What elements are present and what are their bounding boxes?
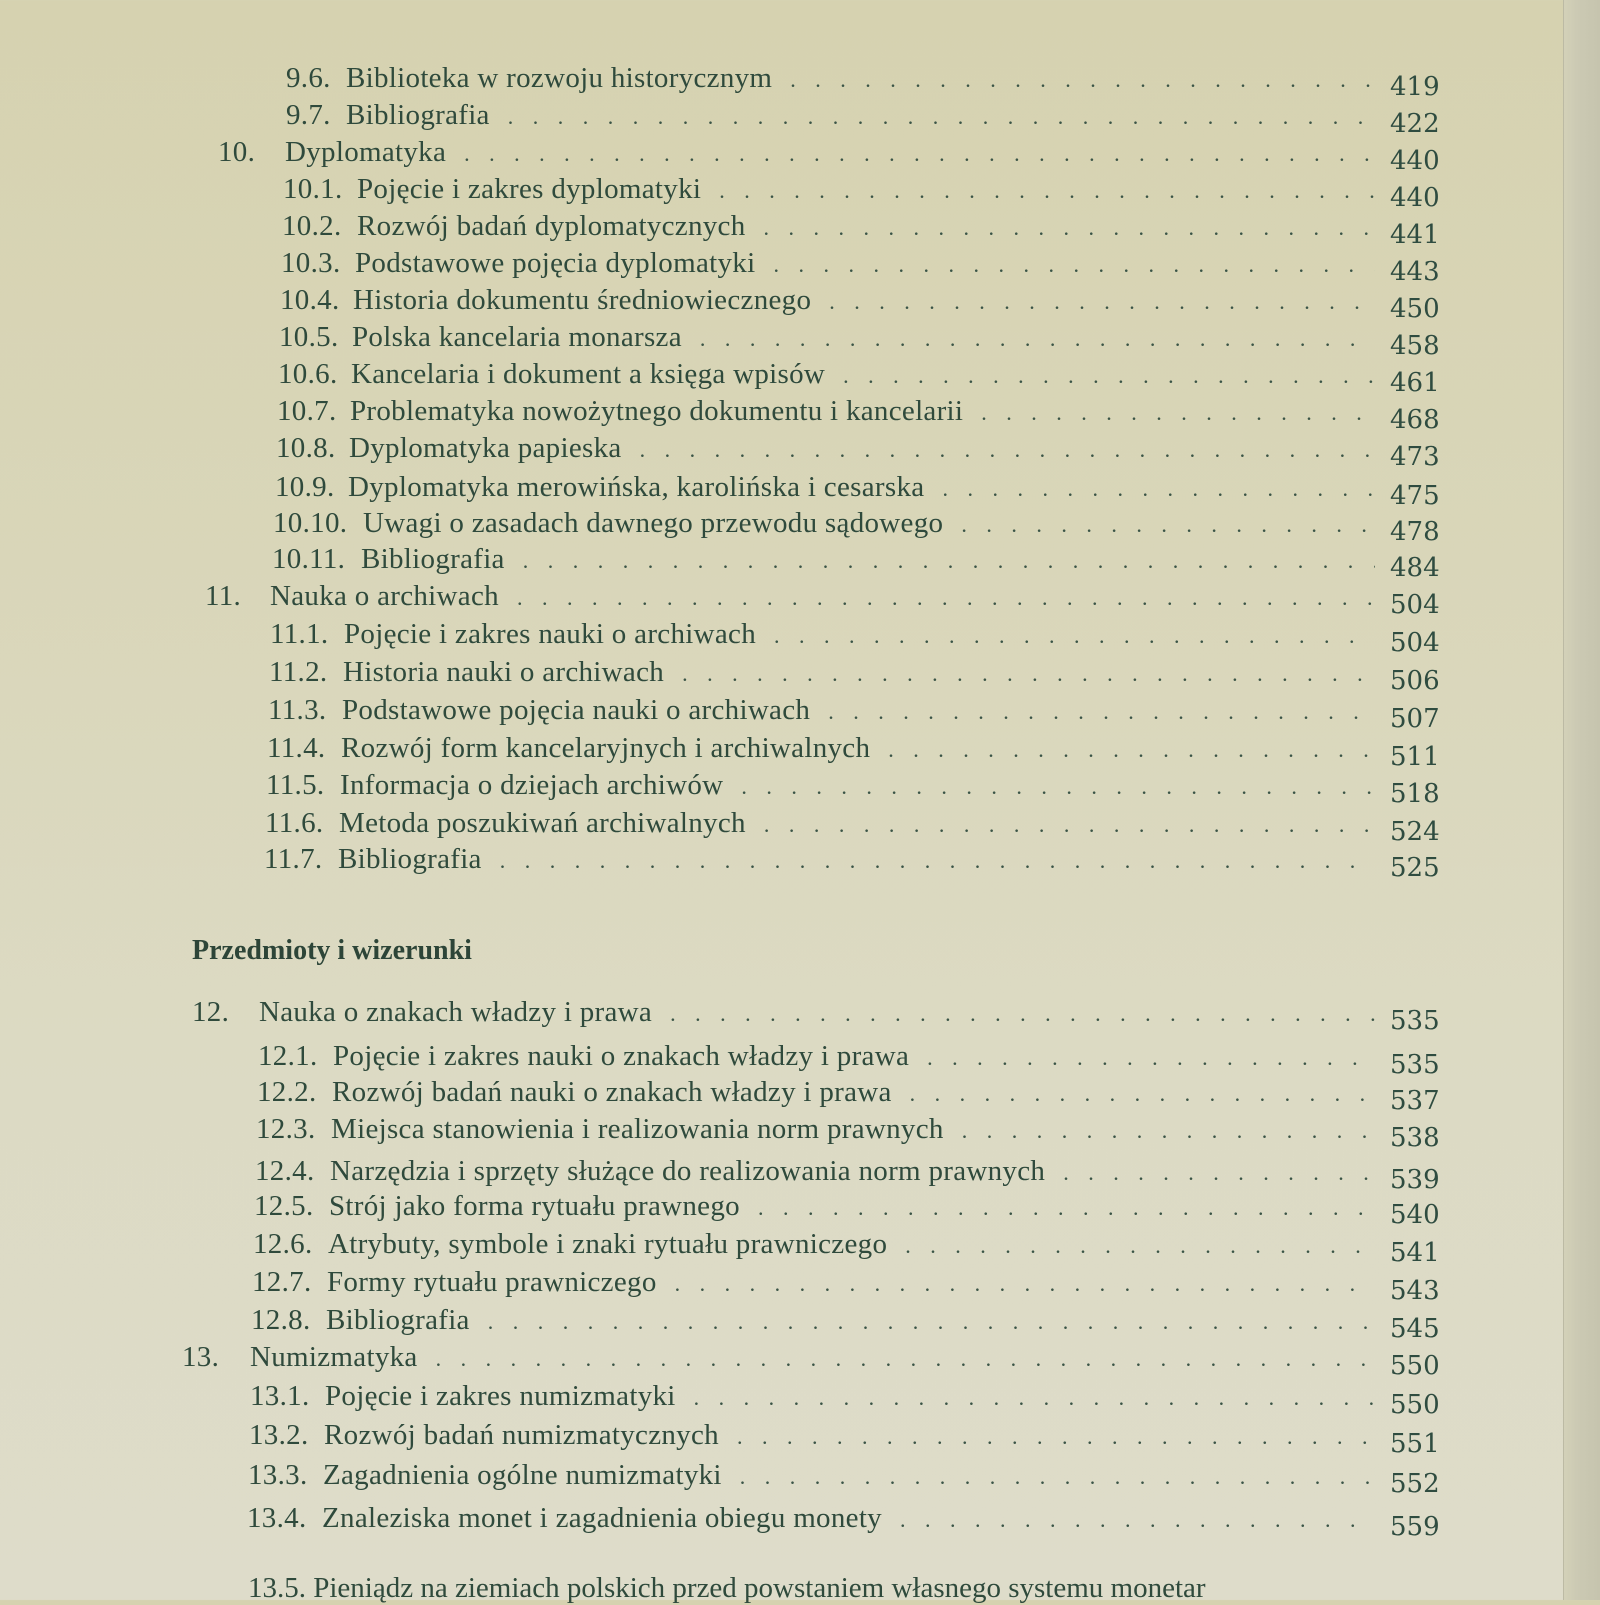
toc-entry	[286, 99, 1385, 132]
entry-title: Polska kancelaria monarsza	[352, 321, 682, 353]
entry-page-number: 545	[1390, 1314, 1440, 1344]
entry-number: 12.8.	[251, 1304, 311, 1336]
entry-page-number: 551	[1390, 1429, 1440, 1459]
toc-entry	[250, 1380, 1385, 1413]
toc-entry	[251, 1304, 1385, 1337]
dot-leader	[764, 215, 1375, 241]
toc-entry	[249, 1419, 1385, 1452]
entry-title: Znaleziska monet i zagadnienia obiegu monety	[322, 1502, 882, 1534]
entry-title: Strój jako forma rytuału prawnego	[329, 1190, 740, 1222]
toc-entry	[279, 321, 1385, 354]
entry-page-number: 535	[1390, 1050, 1440, 1080]
entry-title: Dyplomatyka papieska	[349, 432, 622, 464]
toc-entry	[283, 173, 1385, 206]
entry-title: Historia nauki o archiwach	[343, 656, 665, 688]
dot-leader	[694, 1385, 1375, 1411]
entry-title: Nauka o archiwach	[270, 580, 499, 612]
dot-leader	[790, 67, 1375, 93]
entry-page-number: 440	[1390, 183, 1440, 213]
entry-number: 13.3.	[248, 1459, 308, 1491]
dot-leader	[670, 1001, 1375, 1027]
toc-entry	[278, 358, 1385, 391]
entry-number: 10.2.	[282, 210, 342, 242]
toc-entry	[267, 732, 1385, 765]
toc-entry	[280, 284, 1385, 317]
dot-leader	[900, 1507, 1375, 1533]
entry-title: Podstawowe pojęcia nauki o archiwach	[342, 694, 811, 726]
dot-leader	[981, 400, 1375, 426]
entry-number: 12.7.	[252, 1266, 312, 1298]
dot-leader	[905, 1233, 1375, 1259]
entry-number: 11.4.	[267, 732, 326, 764]
toc-entry-cutoff: 13.5. Pieniądz na ziemiach polskich przed powstaniem własnego systemu monetar	[248, 1572, 1206, 1604]
entry-page-number: 504	[1390, 628, 1440, 658]
entry-number: 13.4.	[247, 1502, 307, 1534]
entry-page-number: 473	[1390, 442, 1440, 472]
entry-title: Atrybuty, symbole i znaki rytuału prawniczego	[328, 1228, 888, 1260]
entry-number: 12.2.	[257, 1076, 317, 1108]
toc-entry	[269, 656, 1385, 689]
adjacent-page-edge	[1563, 0, 1600, 1600]
toc-entry	[268, 694, 1385, 727]
toc-entry	[270, 618, 1385, 651]
entry-page-number: 468	[1390, 405, 1440, 435]
entry-title: Pojęcie i zakres numizmatyki	[325, 1380, 676, 1412]
entry-title: Pojęcie i zakres nauki o archiwach	[344, 618, 756, 650]
dot-leader	[1063, 1160, 1375, 1186]
dot-leader	[488, 1309, 1375, 1335]
entry-page-number: 443	[1390, 257, 1440, 287]
entry-number: 12.4.	[255, 1155, 315, 1187]
entry-number: 12.5.	[254, 1190, 314, 1222]
toc-entry	[265, 807, 1385, 840]
entry-title: Problematyka nowożytnego dokumentu i kancelarii	[350, 395, 964, 427]
entry-number: 10.8.	[276, 432, 336, 464]
dot-leader	[737, 1424, 1375, 1450]
entry-page-number: 538	[1390, 1123, 1440, 1153]
dot-leader	[675, 1271, 1375, 1297]
dot-leader	[774, 623, 1375, 649]
entry-page-number: 450	[1390, 294, 1440, 324]
entry-page-number: 440	[1390, 146, 1440, 176]
dot-leader	[700, 326, 1375, 352]
entry-number: 10.7.	[277, 395, 337, 427]
toc-entry	[205, 580, 1385, 613]
entry-page-number: 511	[1390, 742, 1440, 772]
entry-number: 11.	[205, 580, 242, 612]
entry-title: Uwagi o zasadach dawnego przewodu sądowego	[363, 507, 944, 539]
toc-entry	[277, 395, 1385, 428]
dot-leader	[517, 585, 1375, 611]
toc-entry	[275, 471, 1385, 504]
toc-entry	[248, 1459, 1385, 1492]
toc-entry	[247, 1502, 1385, 1535]
entry-title: Zagadnienia ogólne numizmatyki	[323, 1459, 722, 1491]
toc-entry	[253, 1228, 1385, 1261]
entry-number: 11.6.	[265, 807, 324, 839]
dot-leader	[927, 1045, 1375, 1071]
entry-title: Pojęcie i zakres nauki o znakach władzy i prawa	[333, 1040, 910, 1072]
dot-leader	[500, 848, 1375, 874]
entry-page-number: 422	[1390, 109, 1440, 139]
entry-page-number: 537	[1390, 1086, 1440, 1116]
entry-title: Podstawowe pojęcia dyplomatyki	[355, 247, 756, 279]
entry-number: 10.11.	[272, 543, 346, 575]
entry-number: 11.2.	[269, 656, 328, 688]
toc-entry	[255, 1155, 1385, 1188]
entry-number: 10.6.	[278, 358, 338, 390]
entry-page-number: 539	[1390, 1165, 1440, 1195]
entry-number: 10.4.	[280, 284, 340, 316]
entry-title: Pojęcie i zakres dyplomatyki	[357, 173, 702, 205]
dot-leader	[719, 178, 1375, 204]
entry-page-number: 475	[1390, 481, 1440, 511]
entry-number: 11.3.	[268, 694, 327, 726]
entry-title: Narzędzia i sprzęty służące do realizowania norm prawnych	[330, 1155, 1046, 1187]
entry-page-number: 541	[1390, 1238, 1440, 1268]
entry-title: Formy rytuału prawniczego	[327, 1266, 657, 1298]
entry-page-number: 458	[1390, 331, 1440, 361]
entry-title: Bibliografia	[346, 99, 490, 131]
toc-entry	[258, 1040, 1385, 1073]
entry-title: Bibliografia	[361, 543, 505, 575]
dot-leader	[829, 289, 1375, 315]
toc-entry	[273, 507, 1385, 540]
entry-page-number: 524	[1390, 817, 1440, 847]
dot-leader	[523, 548, 1375, 574]
entry-page-number: 543	[1390, 1276, 1440, 1306]
dot-leader	[773, 252, 1375, 278]
entry-page-number: 559	[1390, 1512, 1440, 1542]
entry-title: Miejsca stanowienia i realizowania norm prawnych	[331, 1113, 944, 1145]
entry-number: 13.1.	[250, 1380, 310, 1412]
entry-page-number: 461	[1390, 368, 1440, 398]
entry-title: Informacja o dziejach archiwów	[340, 769, 724, 801]
dot-leader	[740, 1464, 1375, 1490]
entry-page-number: 478	[1390, 517, 1440, 547]
entry-number: 10.10.	[273, 507, 348, 539]
entry-number: 10.3.	[281, 247, 341, 279]
entry-page-number: 441	[1390, 220, 1440, 250]
dot-leader	[741, 774, 1375, 800]
entry-page-number: 507	[1390, 704, 1440, 734]
dot-leader	[961, 512, 1375, 538]
entry-number: 13.	[182, 1341, 220, 1373]
entry-number: 11.5.	[266, 769, 325, 801]
toc-entry	[192, 996, 1385, 1029]
entry-page-number: 550	[1390, 1390, 1440, 1420]
entry-number: 11.7.	[264, 843, 323, 875]
entry-title: Dyplomatyka merowińska, karolińska i cesarska	[348, 471, 925, 503]
entry-number: 9.6.	[286, 62, 331, 94]
dot-leader	[843, 363, 1375, 389]
entry-page-number: 504	[1390, 590, 1440, 620]
entry-page-number: 552	[1390, 1469, 1440, 1499]
toc-entry	[281, 247, 1385, 280]
entry-number: 10.5.	[279, 321, 339, 353]
toc-entry	[252, 1266, 1385, 1299]
toc-entry	[266, 769, 1385, 802]
section-heading: Przedmioty i wizerunki	[192, 935, 472, 966]
entry-number: 12.6.	[253, 1228, 313, 1260]
dot-leader	[436, 1346, 1375, 1372]
entry-number: 13.2.	[249, 1419, 309, 1451]
dot-leader	[764, 812, 1375, 838]
entry-number: 12.1.	[258, 1040, 318, 1072]
entry-title: Numizmatyka	[250, 1341, 418, 1373]
toc-entry	[272, 543, 1385, 576]
entry-page-number: 535	[1390, 1006, 1440, 1036]
entry-number: 10.1.	[283, 173, 343, 205]
entry-title: Bibliografia	[338, 843, 482, 875]
entry-page-number: 506	[1390, 666, 1440, 696]
entry-page-number: 540	[1390, 1200, 1440, 1230]
entry-title: Metoda poszukiwań archiwalnych	[339, 807, 746, 839]
entry-number: 10.	[218, 136, 256, 168]
toc-entry	[282, 210, 1385, 243]
toc-entry	[218, 136, 1385, 169]
entry-title: Historia dokumentu średniowiecznego	[353, 284, 812, 316]
entry-number: 9.7.	[286, 99, 331, 131]
entry-title: Biblioteka w rozwoju historycznym	[346, 62, 773, 94]
dot-leader	[464, 141, 1375, 167]
toc-entry	[256, 1113, 1385, 1146]
toc-entry	[276, 432, 1385, 465]
dot-leader	[640, 437, 1375, 463]
entry-page-number: 525	[1390, 853, 1440, 883]
entry-number: 10.9.	[275, 471, 335, 503]
toc-entry	[182, 1341, 1385, 1374]
dot-leader	[758, 1195, 1375, 1221]
entry-title: Rozwój form kancelaryjnych i archiwalnych	[341, 732, 871, 764]
entry-title: Nauka o znakach władzy i prawa	[259, 996, 653, 1028]
entry-page-number: 518	[1390, 779, 1440, 809]
entry-page-number: 419	[1390, 72, 1440, 102]
entry-number: 11.1.	[270, 618, 329, 650]
dot-leader	[888, 737, 1375, 763]
toc-entry	[286, 62, 1385, 95]
dot-leader	[942, 476, 1375, 502]
entry-number: 12.	[192, 996, 230, 1028]
dot-leader	[962, 1118, 1375, 1144]
entry-title: Kancelaria i dokument a księga wpisów	[351, 358, 826, 390]
entry-title: Rozwój badań numizmatycznych	[324, 1419, 719, 1451]
entry-title: Dyplomatyka	[285, 136, 447, 168]
toc-entry	[254, 1190, 1385, 1223]
toc-entry	[264, 843, 1385, 876]
dot-leader	[508, 104, 1375, 130]
entry-title: Rozwój badań dyplomatycznych	[357, 210, 746, 242]
entry-title: Bibliografia	[326, 1304, 470, 1336]
entry-page-number: 550	[1390, 1351, 1440, 1381]
dot-leader	[910, 1081, 1375, 1107]
entry-title: Rozwój badań nauki o znakach władzy i prawa	[332, 1076, 892, 1108]
dot-leader	[828, 699, 1375, 725]
entry-page-number: 484	[1390, 553, 1440, 583]
toc-entry	[257, 1076, 1385, 1109]
entry-number: 12.3.	[256, 1113, 316, 1145]
dot-leader	[682, 661, 1375, 687]
